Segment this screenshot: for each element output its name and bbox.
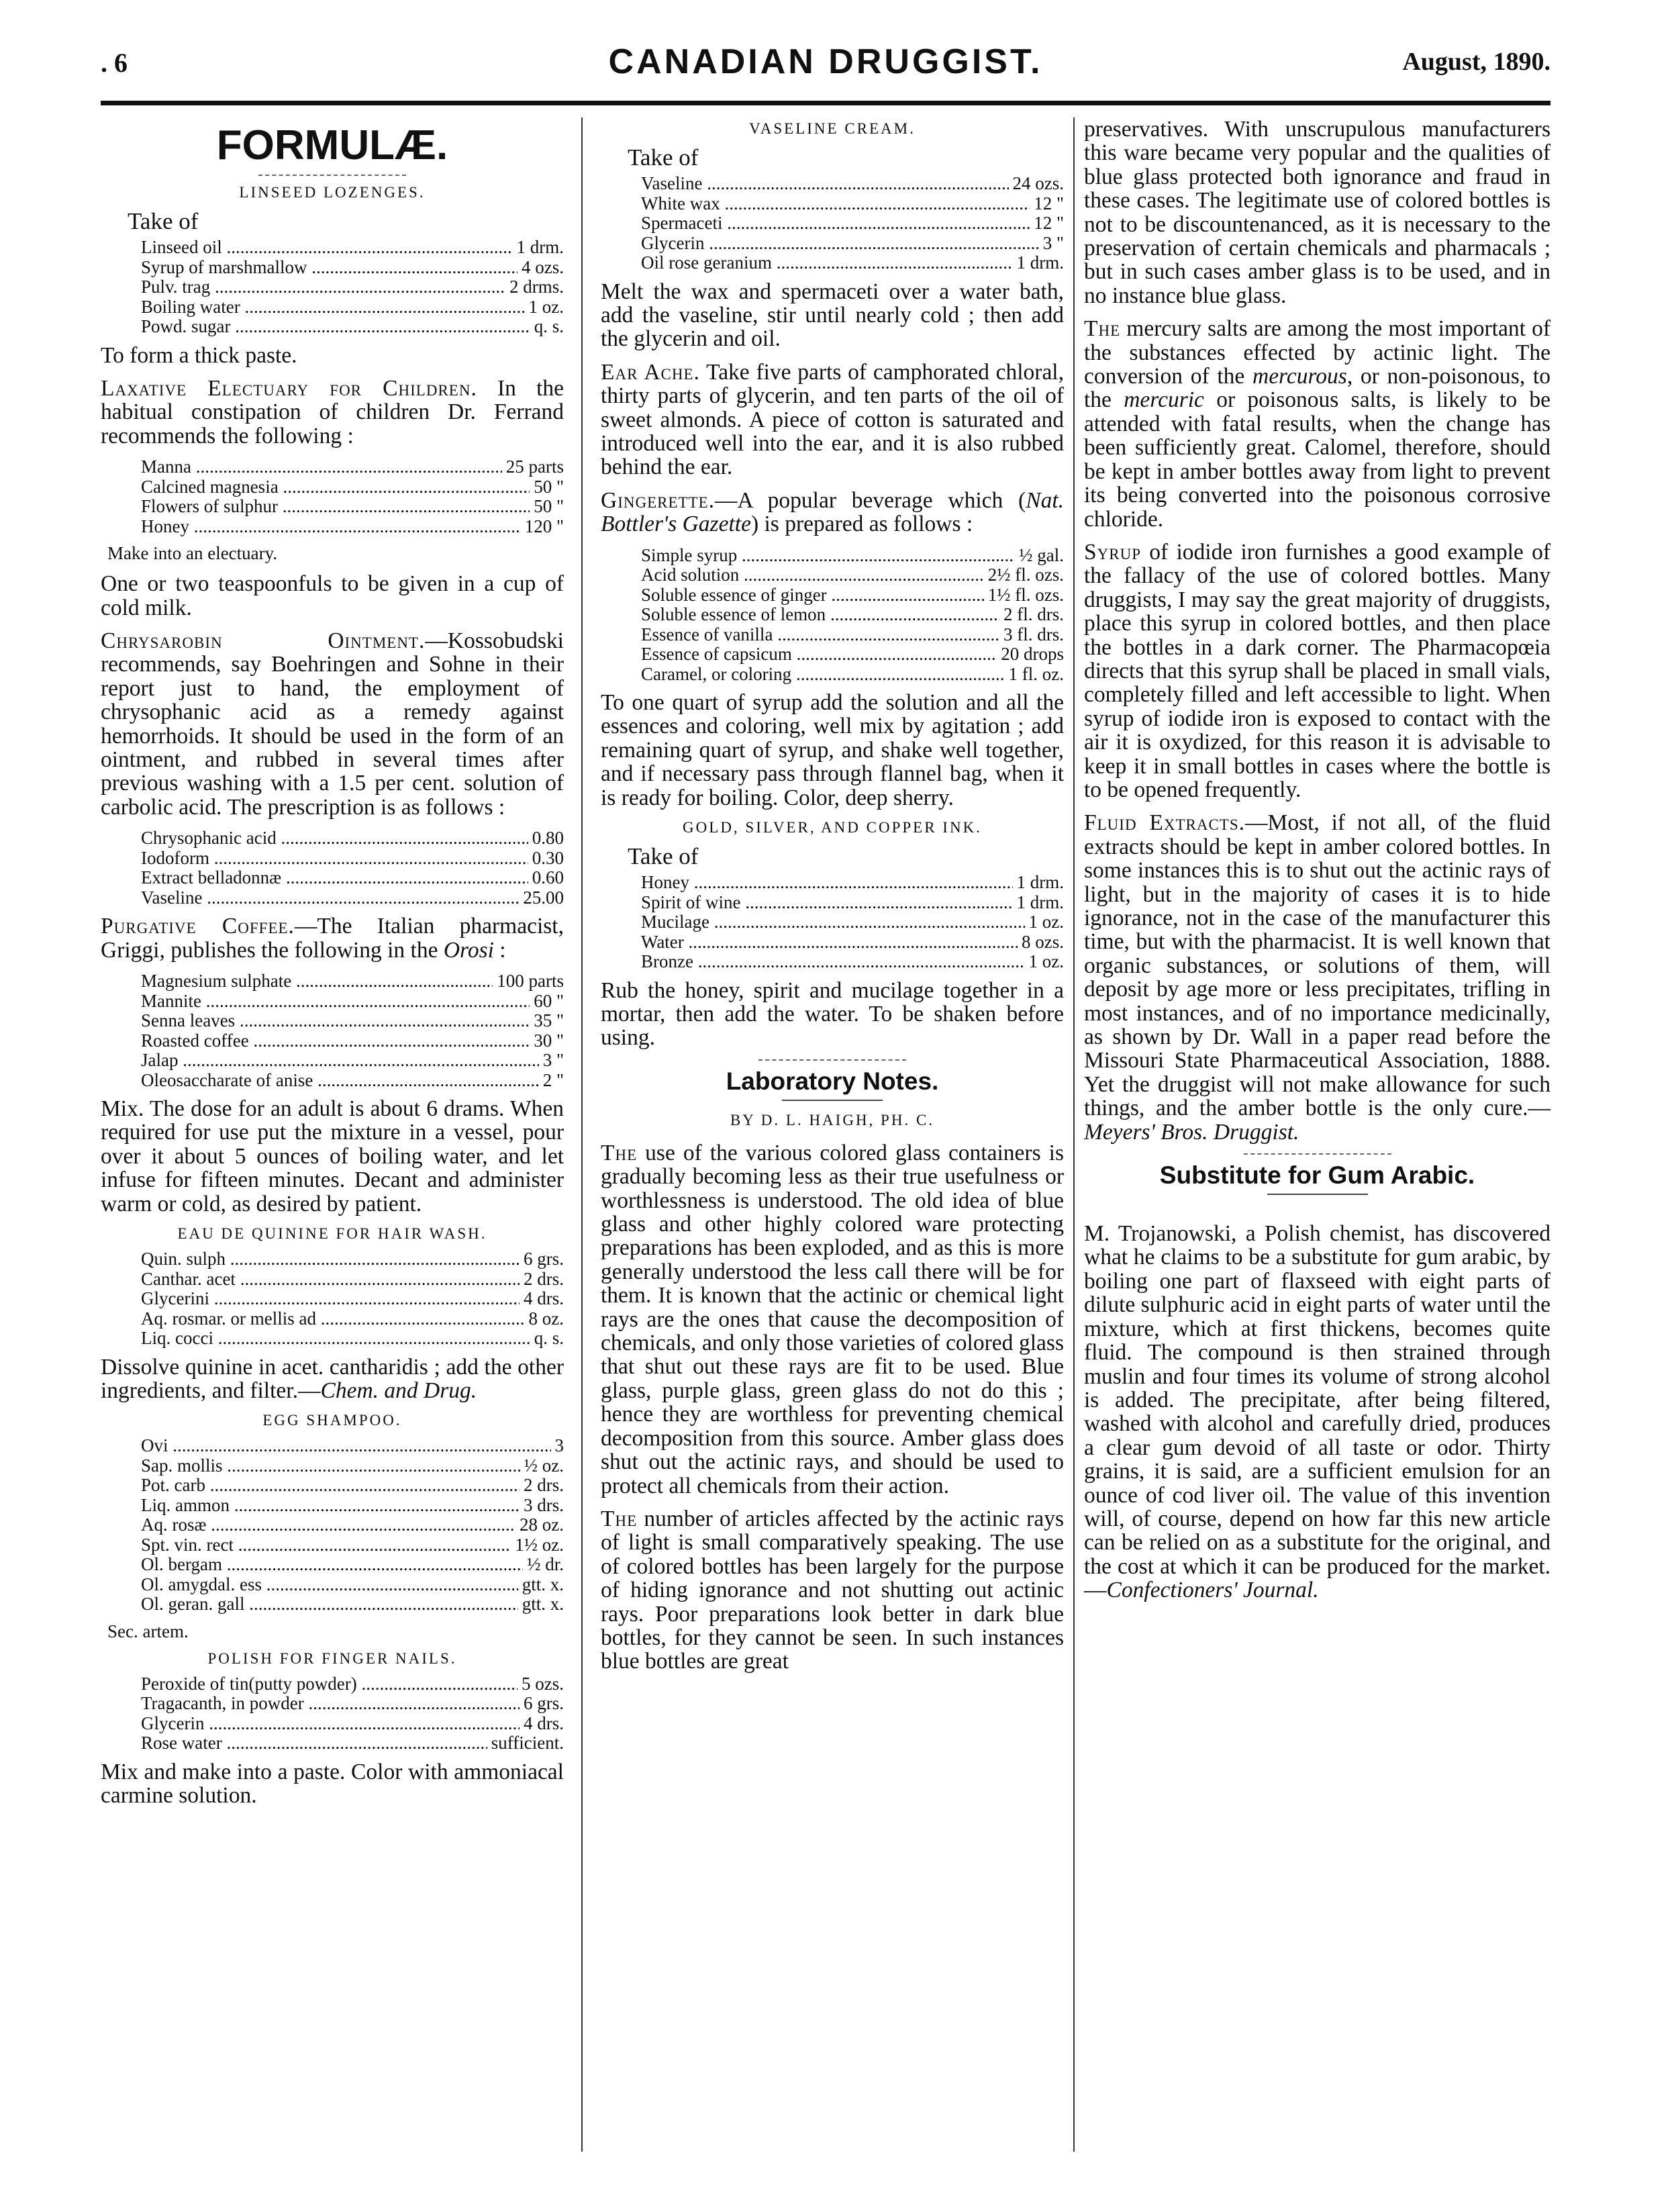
recipe-heading: VASELINE CREAM. [749, 120, 916, 137]
ingredient-row [141, 497, 564, 517]
ingredient-row [641, 932, 1064, 953]
ingredient-row [141, 1496, 564, 1516]
ingredient-name: Rose water ..... [141, 1733, 487, 1753]
ingredient-quantity: 1 drm. [1016, 872, 1064, 893]
ingredient-quantity: ½ dr. [527, 1554, 564, 1575]
byline: BY D. L. HAIGH, PH. C. [730, 1111, 935, 1128]
ingredient-quantity: 5 ozs. [522, 1673, 564, 1694]
ingredient-quantity: 3 fl. drs. [1003, 624, 1064, 644]
ingredient-name: Honey ..... [141, 517, 521, 537]
ingredient-quantity: q. s. [534, 316, 564, 336]
recipe-heading: EAU DE QUININE FOR HAIR WASH. [177, 1225, 487, 1243]
ingredient-name: Glycerin ..... [141, 1714, 520, 1734]
recipe-heading: GOLD, SILVER, AND COPPER INK. [683, 819, 982, 836]
column-3 [1084, 117, 1551, 1612]
ingredient-row [141, 1309, 564, 1329]
ingredient-name: Acid solution ..... [641, 565, 984, 585]
ingredient-name: Ovi ..... [141, 1436, 551, 1456]
ingredient-name: Extract belladonnæ ..... [141, 868, 528, 888]
ingredient-quantity: 120 " [524, 516, 564, 536]
paragraph: One or two teaspoonfuls to be given in a cup of cold milk. [101, 571, 564, 620]
ingredient-name: Roasted coffee ..... [141, 1031, 530, 1051]
ingredient-list [141, 1436, 564, 1615]
paragraph: Fluid Extracts.—Most, if not all, of the fluid extracts should be kept in amber colored bottles. In some instances this is to shut out the actinic rays of light, but in the majority of cases it is to hide ignorance, not in the case of the manufacturer this time, but with the pharmacist. It is well known that organic substances, or solutions of them, will deposit by age more or less precipitates, trifling in most instances, and of no importance medicinally, as shown by Dr. Wall in a paper read before the Missouri State Pharmaceutical Association, 1888. Yet the druggist will not make allowance for such things, and the amber bottle is the only cure.—Meyers' Bros. Druggist. [1084, 810, 1551, 1145]
page-header [101, 42, 1551, 89]
ingredient-name: Mannite ..... [141, 992, 530, 1012]
ingredient-name: Peroxide of tin(putty powder) ..... [141, 1674, 518, 1694]
ingredient-row [641, 174, 1064, 194]
ingredient-name: Honey ..... [641, 873, 1013, 893]
ingredient-quantity: 1 fl. oz. [1008, 663, 1064, 684]
header-rule [101, 101, 1551, 105]
ingredient-list [641, 174, 1064, 273]
ingredient-row [141, 1051, 564, 1071]
ingredient-name: Syrup of marshmallow ..... [141, 258, 518, 278]
ingredient-name: Magnesium sulphate ..... [141, 971, 493, 992]
ingredient-quantity: 1 oz. [1028, 951, 1064, 972]
ingredient-quantity: ½ oz. [524, 1455, 564, 1476]
ingredient-quantity: sufficient. [491, 1733, 564, 1753]
ingredient-row [641, 912, 1064, 932]
take-of: Take of [628, 144, 699, 171]
ingredient-row [641, 253, 1064, 273]
ingredient-row [141, 1456, 564, 1476]
paragraph: Syrup of iodide iron furnishes a good example of the fallacy of the use of colored bottles. Many druggists, I may say the great majority of druggists, place this syrup in colored bottles, and then place the bottles in a dark corner. The Pharmacopœia directs that this syrup shall be placed in small vials, completely filled and left accessible to light. When syrup of iodide iron is exposed to contact with the air it is oxydized, for this reason it is advisable to keep it in small bottles in cases where the bottle is to be opened frequently. [1084, 539, 1551, 802]
ingredient-quantity: 4 drs. [524, 1288, 564, 1309]
gum-arabic-title: Substitute for Gum Arabic. [1159, 1161, 1475, 1190]
ingredient-name: Ol. bergam ..... [141, 1555, 523, 1575]
ingredient-quantity: 0.30 [532, 847, 564, 868]
ingredient-quantity: 6 grs. [524, 1249, 564, 1269]
ingredient-quantity: gtt. x. [522, 1594, 564, 1615]
formulae-title: FORMULÆ. [216, 122, 448, 169]
ingredient-quantity: 2 drs. [524, 1475, 564, 1496]
ingredient-row [641, 585, 1064, 606]
lab-notes-title: Laboratory Notes. [726, 1067, 939, 1095]
ingredient-row [641, 234, 1064, 254]
ingredient-row [141, 1575, 564, 1595]
ingredient-quantity: ½ gal. [1019, 544, 1064, 565]
ingredient-name: Calcined magnesia ..... [141, 477, 530, 497]
ingredient-name: White wax ..... [641, 194, 1030, 214]
ingredient-quantity: 100 parts [497, 971, 564, 991]
ingredient-name: Soluble essence of ginger ..... [641, 585, 984, 606]
ingredient-row [141, 1733, 564, 1753]
ingredient-list [641, 546, 1064, 685]
paragraph: Laxative Electuary for Children. In the habitual constipation of children Dr. Ferrand recommends the following : [101, 375, 564, 448]
ingredient-quantity: 25.00 [523, 887, 564, 908]
ingredient-quantity: 4 ozs. [522, 256, 564, 277]
ingredient-row [641, 213, 1064, 234]
ingredient-name: Jalap ..... [141, 1051, 539, 1071]
ingredient-list [141, 1249, 564, 1349]
take-of: Take of [128, 208, 199, 234]
ingredient-name: Ol. amygdal. ess ..... [141, 1575, 518, 1595]
ingredient-quantity: q. s. [534, 1328, 564, 1349]
ingredient-quantity: 1½ fl. ozs. [987, 584, 1064, 605]
ingredient-name: Liq. ammon ..... [141, 1496, 520, 1516]
ingredient-row [141, 971, 564, 992]
page-number: . 6 [101, 48, 128, 78]
ingredient-list [141, 238, 564, 337]
ingredient-row [141, 1694, 564, 1714]
paragraph: Mix and make into a paste. Color with ammoniacal carmine solution. [101, 1759, 564, 1809]
ingredient-row [641, 665, 1064, 685]
column-2 [601, 117, 1064, 1683]
ingredient-name: Spt. vin. rect ..... [141, 1535, 511, 1555]
ingredient-row [641, 605, 1064, 625]
ingredient-name: Pulv. trag ..... [141, 277, 505, 297]
ingredient-quantity: 2 drs. [524, 1268, 564, 1289]
ingredient-quantity: 2 " [542, 1069, 564, 1090]
ingredient-name: Flowers of sulphur ..... [141, 497, 530, 517]
ingredient-row [141, 477, 564, 497]
ingredient-list [141, 457, 564, 536]
ingredient-quantity: 50 " [534, 476, 564, 497]
recipe-lead: Purgative Coffee. [101, 914, 295, 939]
ingredient-name: Linseed oil ..... [141, 238, 513, 258]
ingredient-row [141, 1555, 564, 1575]
paragraph: M. Trojanowski, a Polish chemist, has discovered what he claims to be a substitute for gum arabic, by boiling one part of flaxseed with eight parts of dilute sulphuric acid in eight parts of water until the mixture, which at first thickens, becomes quite fluid. The compound is then strained through muslin and four times its volume of strong alcohol is added. The precipitate, after being filtered, washed with alcohol and carefully dried, produces a clear gum devoid of all taste or odor. Thirty grains, it is said, are a sufficient emulsion for an ounce of cod liver oil. The value of this invention will, of course, depend on how far this new article can be relied on as a substitute for the original, and the cost at which it can be produced for the market.—Confectioners' Journal. [1084, 1221, 1551, 1603]
ingredient-quantity: 1 drm. [1016, 892, 1064, 912]
ingredient-list [641, 873, 1064, 972]
ingredient-row [641, 873, 1064, 893]
ingredient-row [141, 317, 564, 337]
ingredient-name: Iodoform ..... [141, 849, 528, 869]
ingredient-row [141, 277, 564, 297]
ingredient-name: Soluble essence of lemon ..... [641, 605, 999, 625]
section-rule [758, 1059, 906, 1061]
ingredient-quantity: 3 [554, 1435, 564, 1456]
paragraph: Melt the wax and spermaceti over a water bath, add the vaseline, stir until nearly cold ; then add the glycerin and oil. [601, 279, 1064, 352]
recipe-heading: POLISH FOR FINGER NAILS. [207, 1649, 457, 1667]
ingredient-quantity: 0.60 [532, 867, 564, 888]
column-1 [101, 117, 564, 1817]
ingredient-row [141, 258, 564, 278]
ingredient-name: Vaseline ..... [641, 174, 1009, 194]
ingredient-row [141, 297, 564, 318]
ingredient-quantity: 1 drm. [516, 237, 564, 257]
recipe-note: Sec. artem. [107, 1621, 189, 1641]
ingredient-row [141, 1674, 564, 1694]
title-rule [1267, 1194, 1368, 1195]
ingredient-name: Oleosaccharate of anise ..... [141, 1071, 539, 1091]
ingredient-name: Simple syrup ..... [641, 546, 1015, 566]
ingredient-list [141, 1674, 564, 1753]
recipe-lead: Gingerette. [601, 487, 716, 513]
ingredient-row [141, 1031, 564, 1051]
ingredient-name: Glycerini ..... [141, 1289, 520, 1309]
recipe-lead: Chrysarobin Ointment. [101, 628, 426, 653]
ingredient-name: Essence of capsicum ..... [641, 644, 997, 665]
paragraph: Rub the honey, spirit and mucilage together in a mortar, then add the water. To be shaken before using. [601, 977, 1064, 1051]
ingredient-row [641, 625, 1064, 645]
ingredient-row [141, 828, 564, 849]
section-rule [1244, 1153, 1391, 1155]
ingredient-quantity: 20 drops [1001, 644, 1064, 665]
ingredient-quantity: 2 fl. drs. [1003, 604, 1064, 625]
ingredient-name: Liq. cocci ..... [141, 1329, 530, 1349]
ingredient-row [141, 1535, 564, 1555]
ingredient-row [141, 1011, 564, 1031]
ingredient-quantity: 2½ fl. ozs. [987, 565, 1064, 585]
ingredient-name: Water ..... [641, 932, 1018, 953]
ingredient-name: Vaseline ..... [141, 888, 519, 908]
ingredient-quantity: 2 drms. [509, 277, 564, 297]
ingredient-quantity: gtt. x. [522, 1574, 564, 1594]
take-of: Take of [628, 843, 699, 870]
ingredient-quantity: 1½ oz. [515, 1534, 564, 1555]
paragraph: Ear Ache. Take five parts of camphorated chloral, thirty parts of glycerin, and ten parts of the oil of sweet almonds. A piece of cotton is saturated and introduced well into the ear, and it is also rubbed behind the ear. [601, 359, 1064, 480]
ingredient-quantity: 60 " [534, 990, 564, 1011]
ingredient-quantity: 24 ozs. [1012, 173, 1064, 193]
ingredient-quantity: 0.80 [532, 828, 564, 849]
ingredient-list [141, 971, 564, 1090]
ingredient-name: Spirit of wine ..... [641, 893, 1013, 913]
ingredient-quantity: 8 oz. [528, 1308, 564, 1329]
ingredient-name: Pot. carb ..... [141, 1476, 520, 1496]
ingredient-row [141, 1515, 564, 1535]
paragraph: To one quart of syrup add the solution and all the essences and coloring, well mix by agitation ; add remaining quart of syrup, and shake well together, and if necessary pass through flannel bag, when it is ready for boiling. Color, deep sherry. [601, 690, 1064, 810]
paragraph: Mix. The dose for an adult is about 6 drams. When required for use put the mixture in a vessel, pour over it about 5 ounces of boiling water, and let infuse for fifteen minutes. Decant and administer warm or cold, as desired by patient. [101, 1096, 564, 1216]
recipe-note: Make into an electuary. [107, 543, 278, 564]
ingredient-name: Mucilage ..... [641, 912, 1025, 932]
ingredient-quantity: 30 " [534, 1030, 564, 1051]
ingredient-row [141, 1329, 564, 1349]
ingredient-name: Bronze ..... [641, 952, 1025, 972]
ingredient-quantity: 1 drm. [1016, 252, 1064, 273]
paragraph: preservatives. With unscrupulous manufacturers this ware became very popular and the qualities of blue glass protected both ignorance and fraud in these cases. The legitimate use of colored bottles is not to be discountenanced, as it is necessary to the preservation of certain chemicals and pharmacals ; but in such cases amber glass is to be used, and in no instance blue glass. [1084, 117, 1551, 308]
ingredient-name: Essence of vanilla ..... [641, 625, 999, 645]
ingredient-row [641, 893, 1064, 913]
ingredient-row [641, 952, 1064, 972]
ingredient-row [141, 868, 564, 888]
ingredient-row [141, 457, 564, 477]
ingredient-name: Sap. mollis ..... [141, 1456, 520, 1476]
issue-date: August, 1890. [1402, 48, 1551, 76]
recipe-lead: Laxative Electuary for Children. [101, 375, 477, 401]
title-rule [782, 1100, 883, 1101]
ingredient-row [141, 1289, 564, 1309]
ingredient-row [141, 517, 564, 537]
ingredient-name: Senna leaves ..... [141, 1011, 530, 1031]
paragraph: Gingerette.—A popular beverage which (Nat. Bottler's Gazette) is prepared as follows : [601, 487, 1064, 537]
paragraph: Dissolve quinine in acet. cantharidis ; add the other ingredients, and filter.—Chem. and Drug. [101, 1354, 564, 1403]
paragraph: Purgative Coffee.—The Italian pharmacist, Griggi, publishes the following in the Orosi : [101, 914, 564, 963]
recipe-heading: LINSEED LOZENGES. [239, 184, 426, 201]
ingredient-row [141, 888, 564, 908]
ingredient-row [641, 194, 1064, 214]
ingredient-quantity: 25 parts [505, 456, 564, 477]
column-divider [1073, 117, 1075, 2152]
publication-title: CANADIAN DRUGGIST. [608, 42, 1043, 81]
ingredient-row [141, 1269, 564, 1290]
ingredient-quantity: 12 " [1034, 213, 1064, 233]
ingredient-name: Caramel, or coloring ..... [641, 665, 1005, 685]
ingredient-name: Canthar. acet ..... [141, 1269, 520, 1290]
ingredient-list [141, 828, 564, 908]
ingredient-name: Ol. geran. gall ..... [141, 1594, 518, 1615]
paragraph: The use of the various colored glass containers is gradually becoming less as their true usefulness or worthlessness is understood. The old idea of blue glass and other highly colored ware protecting preparations has been exploded, and as this is more generally understood the less call there will be for them. It is known that the actinic or chemical light rays are the ones that cause the decomposition of chemicals, and only those varieties of colored glass that shut out these rays are fit to be used. Blue glass, purple glass, green glass do not do this ; hence they are worthless for preventing chemical decomposition from this source. Amber glass does shut out the actinic rays, and should be used to protect all chemicals from their action. [601, 1140, 1064, 1498]
paragraph: The number of articles affected by the actinic rays of light is small comparatively speaking. The use of colored bottles has been largely for the purpose of hiding ignorance and not shutting out actinic rays. Poor preparations look better in dark blue bottles, for they cannot be seen. In such instances blue bottles are great [601, 1506, 1064, 1674]
ingredient-row [641, 644, 1064, 665]
ingredient-name: Tragacanth, in powder ..... [141, 1694, 520, 1714]
ingredient-quantity: 50 " [534, 496, 564, 517]
ingredient-name: Oil rose geranium ..... [641, 253, 1013, 273]
ingredient-row [141, 1249, 564, 1269]
ingredient-row [641, 565, 1064, 585]
ingredient-row [141, 1714, 564, 1734]
ingredient-name: Boiling water ..... [141, 297, 525, 318]
ingredient-quantity: 8 ozs. [1022, 931, 1064, 952]
paragraph: The mercury salts are among the most important of the substances effected by actinic light. The conversion of the mercurous, or non-poisonous, to the mercuric or poisonous salts, is likely to be attended with fatal results, when the change has been sufficiently great. Calomel, therefore, should be kept in amber bottles away from light to prevent its being converted into the poisonous corrosive chloride. [1084, 316, 1551, 532]
ingredient-name: Aq. rosæ ..... [141, 1515, 515, 1535]
ingredient-quantity: 3 " [542, 1050, 564, 1070]
ingredient-row [141, 849, 564, 869]
ingredient-quantity: 4 drs. [524, 1713, 564, 1733]
ingredient-row [641, 546, 1064, 566]
ingredient-name: Glycerin ..... [641, 234, 1039, 254]
ingredient-name: Spermaceti ..... [641, 213, 1030, 234]
ingredient-name: Chrysophanic acid ..... [141, 828, 528, 849]
ingredient-name: Quin. sulph ..... [141, 1249, 520, 1269]
ingredient-name: Manna ..... [141, 457, 502, 477]
recipe-note: To form a thick paste. [101, 342, 297, 368]
ingredient-quantity: 3 drs. [524, 1494, 564, 1515]
ingredient-quantity: 1 oz. [1028, 912, 1064, 932]
ingredient-quantity: 3 " [1042, 232, 1064, 253]
ingredient-quantity: 35 " [534, 1010, 564, 1030]
ingredient-row [141, 1436, 564, 1456]
recipe-lead: Ear Ache. [601, 359, 700, 385]
ingredient-row [141, 992, 564, 1012]
ingredient-name: Aq. rosmar. or mellis ad ..... [141, 1309, 525, 1329]
ingredient-name: Powd. sugar ..... [141, 317, 530, 337]
ingredient-row [141, 1594, 564, 1615]
ingredient-quantity: 1 oz. [528, 296, 564, 317]
ingredient-row [141, 1476, 564, 1496]
column-divider [581, 117, 583, 2152]
ingredient-quantity: 6 grs. [524, 1693, 564, 1714]
paragraph: Chrysarobin Ointment.—Kossobudski recommends, say Boehringen and Sohne in their report just to hand, the employment of chrysophanic acid as a remedy against hemorrhoids. It should be used in the form of an ointment, and rubbed in several times after previous washing with a 1.5 per cent. solution of carbolic acid. The prescription is as follows : [101, 628, 564, 820]
recipe-heading: EGG SHAMPOO. [262, 1412, 402, 1429]
ingredient-row [141, 238, 564, 258]
title-rule [258, 175, 406, 176]
ingredient-quantity: 12 " [1034, 193, 1064, 213]
ingredient-quantity: 28 oz. [520, 1514, 564, 1535]
ingredient-row [141, 1071, 564, 1091]
